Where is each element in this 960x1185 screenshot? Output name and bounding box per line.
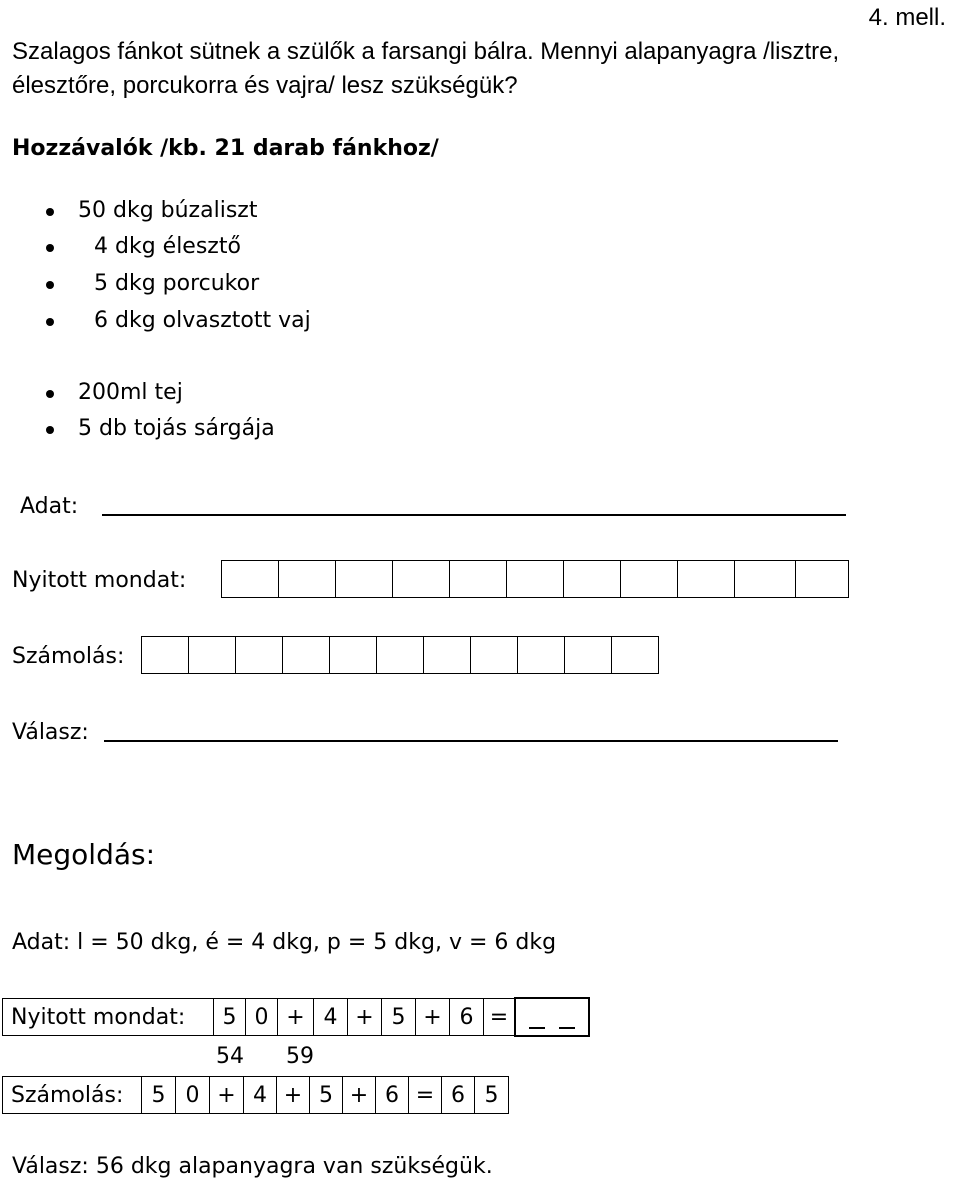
calculation-boxes xyxy=(142,636,659,674)
open-sentence-box[interactable] xyxy=(278,560,336,598)
problem-line-1: Szalagos fánkot sütnek a szülők a farsangi bálra. Mennyi alapanyagra /lisztre, xyxy=(12,38,840,65)
calculation-box[interactable] xyxy=(188,636,236,674)
calculation-box[interactable] xyxy=(329,636,377,674)
open-sentence-box[interactable] xyxy=(563,560,621,598)
solution-cell: + xyxy=(347,998,382,1036)
solution-open-sentence xyxy=(2,998,590,1036)
calculation-label: Számolás: xyxy=(12,644,125,669)
solution-answer: Válasz: 56 dkg alapanyagra van szükségük. xyxy=(12,1154,493,1179)
open-sentence-boxes xyxy=(222,560,849,598)
ingredients-heading: Hozzávalók /kb. 21 darab fánkhoz/ xyxy=(12,136,439,161)
ingredient-item: 6 dkg olvasztott vaj xyxy=(94,308,311,333)
solution-heading: Megoldás: xyxy=(12,838,156,871)
calculation-box[interactable] xyxy=(282,636,330,674)
open-sentence-box[interactable] xyxy=(795,560,849,598)
blank-slot xyxy=(529,1027,545,1029)
solution-cell: 0 xyxy=(245,998,278,1036)
bullet-icon xyxy=(46,426,54,434)
blank-slot xyxy=(559,1027,575,1029)
data-answer-line[interactable] xyxy=(102,514,846,516)
open-sentence-box[interactable] xyxy=(392,560,450,598)
solution-cell: 6 xyxy=(441,1076,475,1114)
solution-data-line: Adat: l = 50 dkg, é = 4 dkg, p = 5 dkg, v = 6 dkg xyxy=(12,930,557,955)
data-label: Adat: xyxy=(20,494,79,519)
solution-cell: = xyxy=(483,998,515,1036)
open-sentence-box[interactable] xyxy=(620,560,678,598)
open-sentence-box[interactable] xyxy=(506,560,564,598)
solution-blank-box xyxy=(514,997,590,1037)
solution-cell: 6 xyxy=(449,998,484,1036)
ingredient-item: 200ml tej xyxy=(78,380,183,405)
ingredient-item: 50 dkg búzaliszt xyxy=(78,198,258,223)
solution-calculation xyxy=(2,1076,509,1114)
answer-label: Válasz: xyxy=(12,720,89,745)
answer-line[interactable] xyxy=(104,740,838,742)
ingredient-item: 4 dkg élesztő xyxy=(94,234,241,259)
solution-cell: + xyxy=(209,1076,244,1114)
solution-cell: + xyxy=(277,998,314,1036)
solution-cell: 6 xyxy=(375,1076,409,1114)
ingredient-item: 5 db tojás sárgája xyxy=(78,416,275,441)
open-sentence-box[interactable] xyxy=(677,560,735,598)
calculation-box[interactable] xyxy=(611,636,659,674)
bullet-icon xyxy=(46,281,54,289)
solution-cell: 4 xyxy=(243,1076,277,1114)
solution-cell: 5 xyxy=(141,1076,176,1114)
page-label: 4. mell. xyxy=(868,4,946,31)
bullet-icon xyxy=(46,390,54,398)
problem-line-2: élesztőre, porcukorra és vajra/ lesz szükségük? xyxy=(12,72,518,99)
solution-cell: = xyxy=(408,1076,442,1114)
solution-cell: + xyxy=(415,998,450,1036)
solution-cell: 4 xyxy=(313,998,348,1036)
bullet-icon xyxy=(46,318,54,326)
solution-calculation-label: Számolás: xyxy=(2,1076,142,1114)
intermediate-sum: 59 xyxy=(286,1044,314,1069)
calculation-box[interactable] xyxy=(235,636,283,674)
open-sentence-label: Nyitott mondat: xyxy=(12,568,187,593)
calculation-box[interactable] xyxy=(141,636,189,674)
calculation-box[interactable] xyxy=(564,636,612,674)
solution-cell: + xyxy=(276,1076,310,1114)
solution-open-sentence-label: Nyitott mondat: xyxy=(2,998,214,1036)
bullet-icon xyxy=(46,244,54,252)
calculation-box[interactable] xyxy=(376,636,424,674)
open-sentence-box[interactable] xyxy=(734,560,796,598)
open-sentence-box[interactable] xyxy=(449,560,507,598)
solution-cell: 0 xyxy=(175,1076,210,1114)
calculation-box[interactable] xyxy=(423,636,471,674)
solution-cell: 5 xyxy=(309,1076,343,1114)
bullet-icon xyxy=(46,208,54,216)
calculation-box[interactable] xyxy=(517,636,565,674)
solution-cell: + xyxy=(342,1076,376,1114)
open-sentence-box[interactable] xyxy=(335,560,393,598)
solution-cell: 5 xyxy=(213,998,246,1036)
solution-cell: 5 xyxy=(474,1076,509,1114)
intermediate-sum: 54 xyxy=(216,1044,244,1069)
solution-cell: 5 xyxy=(381,998,416,1036)
calculation-box[interactable] xyxy=(470,636,518,674)
open-sentence-box[interactable] xyxy=(221,560,279,598)
ingredient-item: 5 dkg porcukor xyxy=(94,271,260,296)
